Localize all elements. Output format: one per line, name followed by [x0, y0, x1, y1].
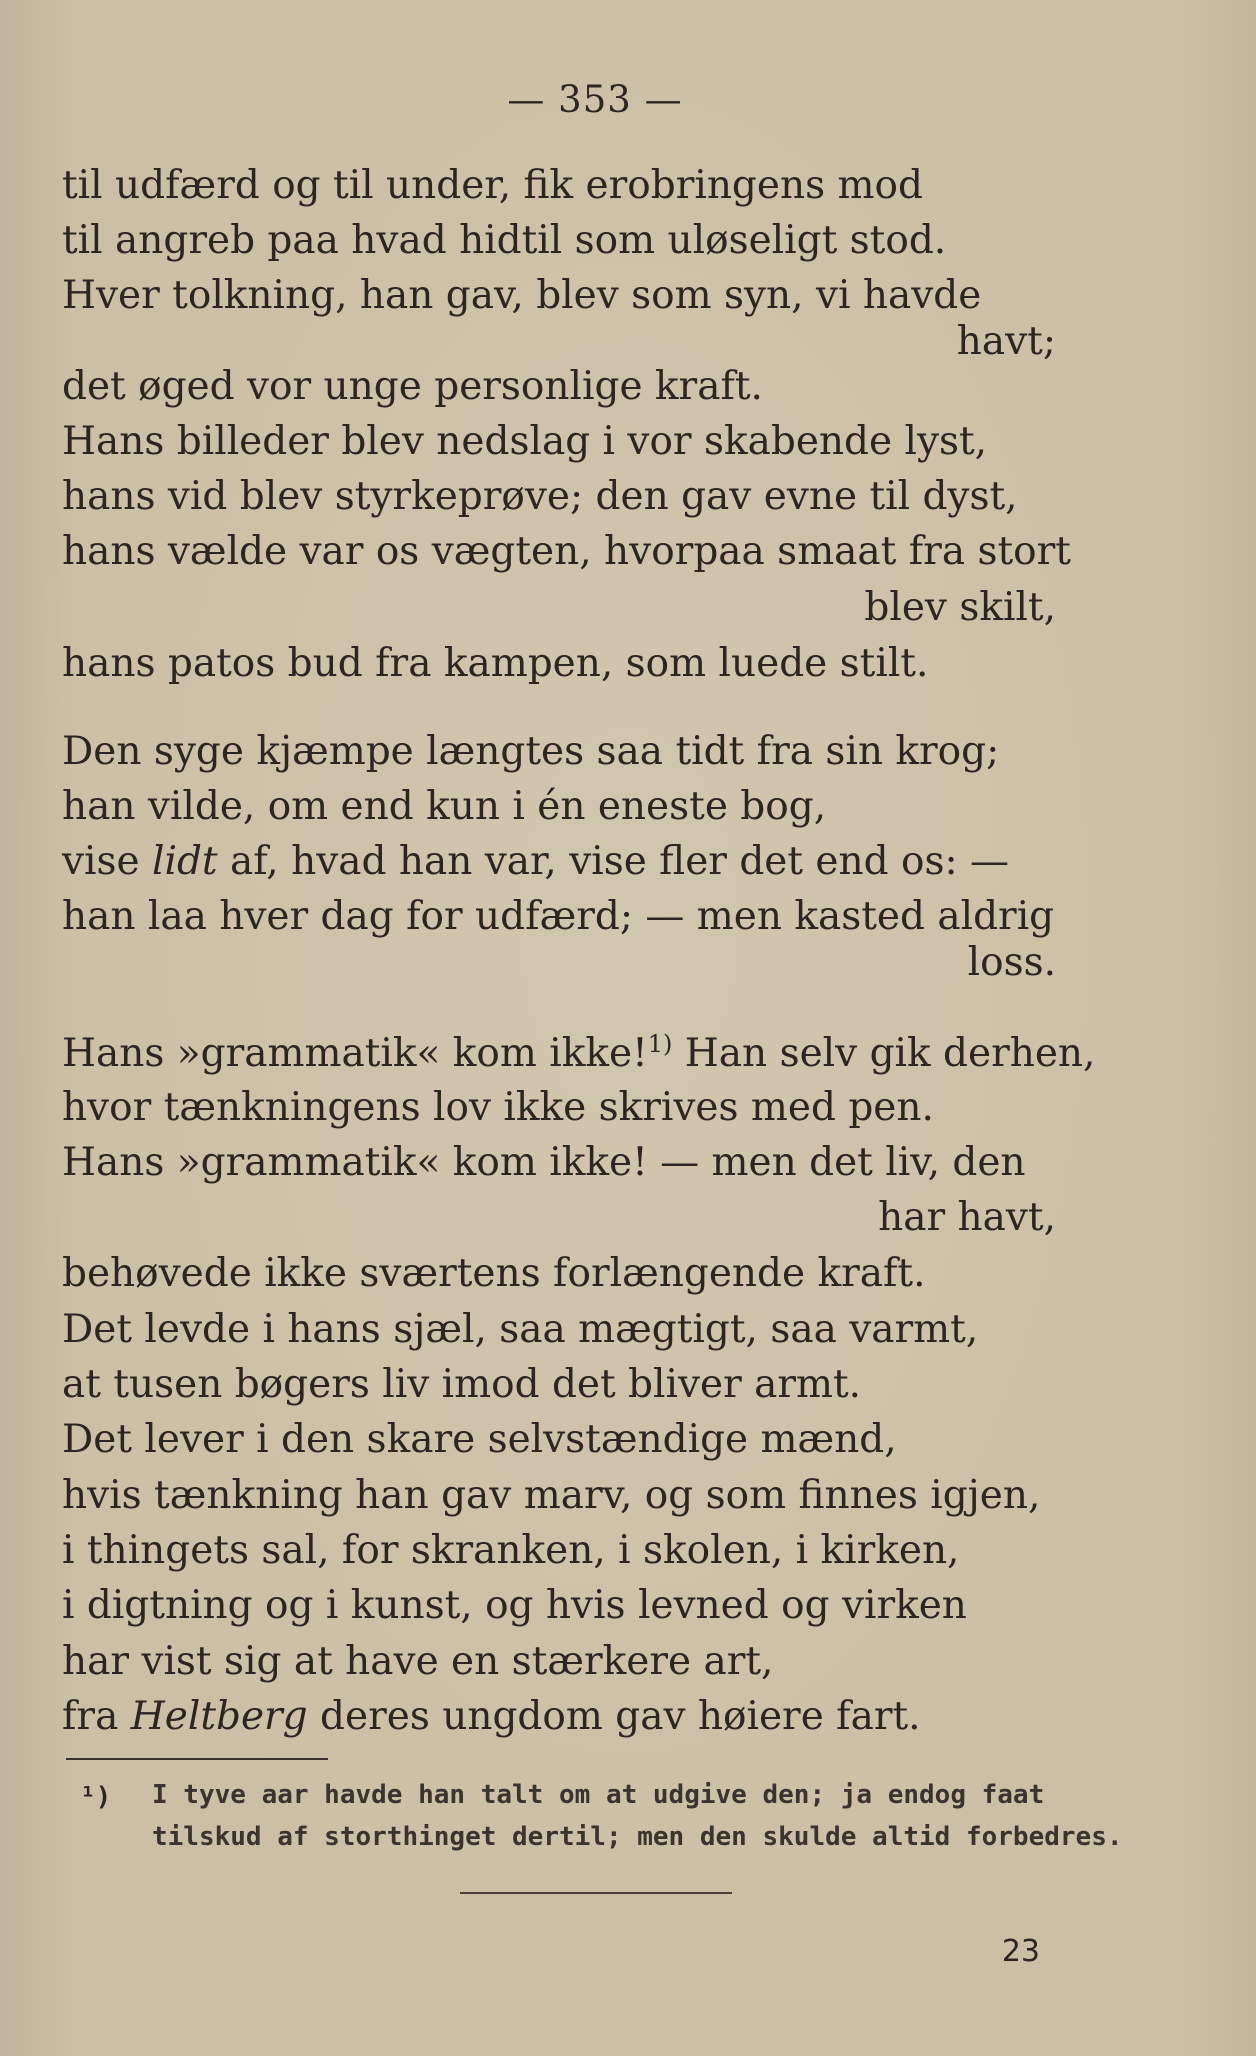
text-line: hans patos bud fra kampen, som luede stilt.: [62, 641, 929, 686]
text-line: [62, 1694, 921, 1739]
text-segment: Hans »grammatik« kom ikke!: [62, 1031, 648, 1076]
text-line: Det lever i den skare selvstændige mænd,: [62, 1417, 897, 1462]
text-line: Hans billeder blev nedslag i vor skabende lyst,: [62, 419, 988, 464]
text-line: loss.: [967, 940, 1056, 985]
text-line: hvis tænkning han gav marv, og som finnes igjen,: [62, 1473, 1041, 1518]
text-line: har vist sig at have en stærkere art,: [62, 1639, 774, 1684]
text-line: han laa hver dag for udfærd; — men kasted aldrig: [62, 894, 1055, 939]
text-segment: vise: [62, 839, 140, 884]
footnote-line: I tyve aar havde han talt om at udgive den; ja endog faat: [152, 1780, 1045, 1810]
text-line: Det levde i hans sjæl, saa mægtigt, saa varmt,: [62, 1307, 979, 1352]
page-number: — 353 —: [507, 78, 683, 121]
footnote-mark: ¹): [80, 1782, 112, 1812]
text-line: [62, 1030, 1096, 1076]
text-line: i digtning og i kunst, og hvis levned og virken: [62, 1583, 967, 1628]
text-line: hans vælde var os vægten, hvorpaa smaat fra stort: [62, 529, 1071, 574]
text-line: har havt,: [878, 1195, 1056, 1240]
text-line: Hans »grammatik« kom ikke! — men det liv, den: [62, 1140, 1026, 1185]
text-line: hvor tænkningens lov ikke skrives med pen.: [62, 1085, 934, 1130]
text-line: [62, 839, 1010, 884]
text-line: i thingets sal, for skranken, i skolen, i kirken,: [62, 1528, 960, 1573]
text-segment: fra: [62, 1694, 119, 1739]
text-line: behøvede ikke sværtens forlængende kraft.: [62, 1251, 926, 1296]
text-segment: deres ungdom gav høiere fart.: [320, 1694, 921, 1739]
text-line: havt;: [956, 319, 1056, 364]
text-segment: Han selv gik derhen,: [684, 1031, 1096, 1076]
text-line: til angreb paa hvad hidtil som uløseligt stod.: [62, 218, 947, 263]
signature-mark: 23: [1001, 1934, 1040, 1969]
text-line: Hver tolkning, han gav, blev som syn, vi havde: [62, 273, 982, 318]
text-line: det øged vor unge personlige kraft.: [62, 364, 763, 409]
italic-emphasis: lidt: [152, 839, 218, 884]
footnote-line: tilskud af storthinget dertil; men den skulde altid forbedres.: [152, 1822, 1123, 1852]
text-line: at tusen bøgers liv imod det bliver armt.: [62, 1362, 862, 1407]
text-line: han vilde, om end kun i én eneste bog,: [62, 784, 827, 829]
footnote-ref: 1): [647, 1030, 673, 1058]
italic-name: Heltberg: [130, 1694, 308, 1739]
footnote-divider: [66, 1758, 328, 1760]
text-line: hans vid blev styrkeprøve; den gav evne til dyst,: [62, 474, 1018, 519]
text-line: blev skilt,: [864, 585, 1056, 630]
text-segment: af, hvad han var, vise fler det end os: —: [230, 839, 1010, 884]
text-line: Den syge kjæmpe længtes saa tidt fra sin krog;: [62, 729, 1000, 774]
page-end-divider: [460, 1892, 732, 1894]
text-line: til udfærd og til under, fik erobringens mod: [62, 163, 923, 208]
